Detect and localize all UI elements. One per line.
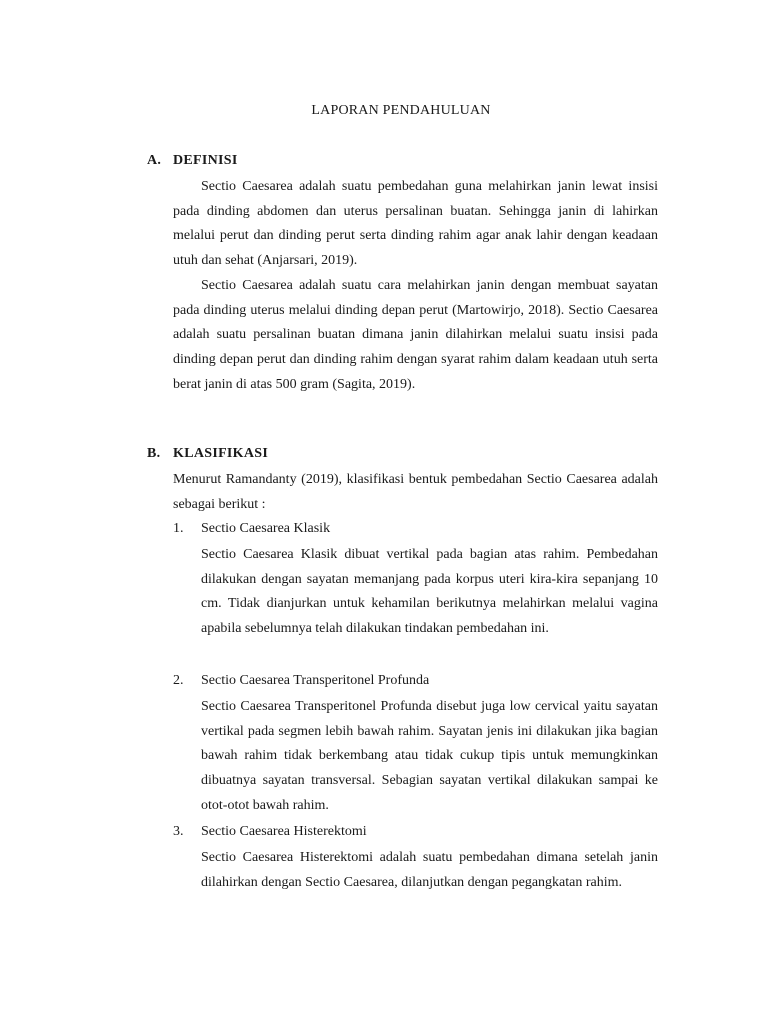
list-item-text: Sectio Caesarea Transperitonel Profunda disebut juga low cervical yaitu sayatan vertikal pada segmen lebih bawah rahim. Sayatan jenis ini dilakukan jika bagian bawah rahim tidak berkembang atau tidak cukup tipis untuk memungkinkan dibuatnya sayatan transversal. Sebagian sayatan vertikal dilakukan sampai ke otot-otot bawah rahim.: [201, 699, 658, 813]
list-item-title: Sectio Caesarea Histerektomi: [201, 824, 367, 839]
list-item-text: Sectio Caesarea Klasik dibuat vertikal pada bagian atas rahim. Pembedahan dilakukan dengan sayatan memanjang pada korpus uteri kira-kira sepanjang 10 cm. Tidak dianjurkan untuk kehamilan berikutnya melahirkan melalui vagina apabila sebelumnya telah dilakukan tindakan pembedahan ini.: [201, 547, 658, 637]
list-item-number: 1.: [173, 521, 184, 536]
section-a-heading: [0, 153, 768, 173]
page-title: LAPORAN PENDAHULUAN: [311, 103, 491, 118]
classification-intro: Menurut Ramandanty (2019), klasifikasi bentuk pembedahan Sectio Caesarea adalah sebagai berikut :: [173, 472, 658, 512]
section-letter: A.: [147, 153, 162, 168]
definition-paragraph-2: Sectio Caesarea adalah suatu cara melahirkan janin dengan membuat sayatan pada dinding uterus melalui dinding depan perut (Martowirjo, 2018). Sectio Caesarea adalah suatu persalinan buatan dimana janin dilahirkan melalui suatu insisi pada dinding depan perut dan dinding rahim dengan syarat rahim dalam keadaan utuh serta berat janin di atas 500 gram (Sagita, 2019).: [173, 278, 658, 392]
list-item-number: 2.: [173, 673, 184, 688]
section-label: DEFINISI: [173, 153, 238, 168]
section-b-heading: [0, 446, 768, 466]
definition-paragraph-1: Sectio Caesarea adalah suatu pembedahan guna melahirkan janin lewat insisi pada dinding abdomen dan uterus persalinan buatan. Sehingga janin di lahirkan melalui perut dan dinding perut serta dinding rahim agar anak lahir dengan keadaan utuh dan sehat (Anjarsari, 2019).: [173, 179, 658, 269]
list-item-title: Sectio Caesarea Transperitonel Profunda: [201, 673, 430, 688]
list-item-number: 3.: [173, 824, 184, 839]
list-item-text: Sectio Caesarea Histerektomi adalah suatu pembedahan dimana setelah janin dilahirkan dengan Sectio Caesarea, dilanjutkan dengan pegangkatan rahim.: [201, 850, 658, 890]
section-letter: B.: [147, 446, 161, 461]
section-label: KLASIFIKASI: [173, 446, 269, 461]
list-item-title: Sectio Caesarea Klasik: [201, 521, 331, 536]
